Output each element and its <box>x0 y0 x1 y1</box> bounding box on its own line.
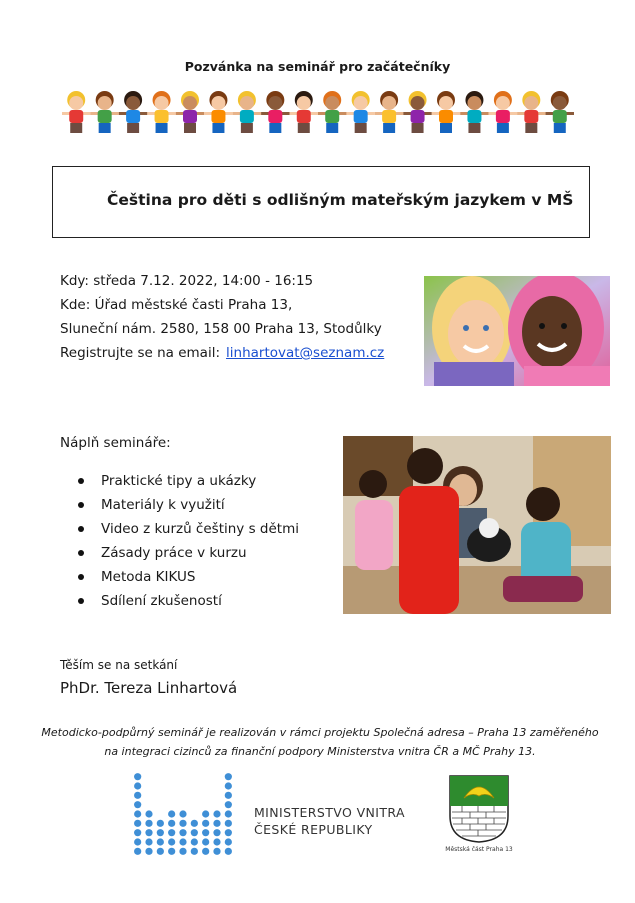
list-item: Metoda KIKUS <box>78 565 299 589</box>
logo-dot <box>145 848 152 855</box>
logo-dot <box>213 838 220 845</box>
greeting: Těším se na setkání <box>60 658 178 672</box>
logo-dot <box>225 810 232 817</box>
logo-dot <box>168 810 175 817</box>
logo-dot <box>225 801 232 808</box>
bullet-icon <box>78 478 84 484</box>
child-figure-icon <box>147 91 175 133</box>
logo-dot <box>145 829 152 836</box>
child-figure-icon <box>432 91 460 133</box>
logo-dot <box>179 838 186 845</box>
logo-dot <box>191 838 198 845</box>
logo-dot <box>145 810 152 817</box>
ministry-line-2: ČESKÉ REPUBLIKY <box>254 822 373 837</box>
child-figure-icon <box>346 91 374 133</box>
list-item: Sdílení zkušeností <box>78 589 299 613</box>
logo-dot <box>202 838 209 845</box>
register-label: Registrujte se na email: <box>60 345 221 361</box>
child-figure-icon <box>204 91 232 133</box>
child-figure-icon <box>176 91 204 133</box>
seminar-title: Čeština pro děti s odlišným mateřským jazykem v MŠ <box>107 191 574 209</box>
logo-dot <box>225 838 232 845</box>
logo-dot <box>191 829 198 836</box>
ministry-logo-icon <box>132 772 234 856</box>
child-figure-icon <box>375 91 403 133</box>
classroom-photo <box>343 436 611 614</box>
register-line <box>60 341 384 365</box>
logo-dot <box>157 820 164 827</box>
crest-caption: Městská část Praha 13 <box>445 846 513 853</box>
list-item: Praktické tipy a ukázky <box>78 469 299 493</box>
logo-dot <box>145 820 152 827</box>
child-figure-icon <box>318 91 346 133</box>
logo-dot <box>134 829 141 836</box>
logo-dot <box>134 848 141 855</box>
logo-dot <box>179 848 186 855</box>
logo-dot <box>157 829 164 836</box>
logo-dot <box>213 848 220 855</box>
logo-dot <box>191 820 198 827</box>
bullet-icon <box>78 550 84 556</box>
list-item: Materiály k využití <box>78 493 299 517</box>
invite-heading: Pozvánka na seminář pro začátečníky <box>184 59 451 74</box>
logo-dot <box>213 820 220 827</box>
logo-dot <box>134 782 141 789</box>
logo-dot <box>225 829 232 836</box>
list-item: Zásady práce v kurzu <box>78 541 299 565</box>
logo-dot <box>168 820 175 827</box>
logo-dot <box>168 838 175 845</box>
address-line: Sluneční nám. 2580, 158 00 Praha 13, Stodůlky <box>60 321 382 337</box>
title-box <box>52 166 590 238</box>
logo-dot <box>134 820 141 827</box>
logo-dot <box>179 820 186 827</box>
bullet-icon <box>78 598 84 604</box>
logo-dot <box>213 810 220 817</box>
child-figure-icon <box>460 91 488 133</box>
logo-dot <box>202 848 209 855</box>
child-figure-icon <box>403 91 431 133</box>
ministry-logo-text <box>254 804 405 838</box>
logo-dot <box>134 801 141 808</box>
logo-dot <box>225 848 232 855</box>
child-figure-icon <box>489 91 517 133</box>
child-figure-icon <box>90 91 118 133</box>
child-figure-icon <box>517 91 545 133</box>
logo-dot <box>225 773 232 780</box>
child-figure-icon <box>546 91 574 133</box>
praha13-crest-icon <box>448 774 510 844</box>
where-line: Kde: Úřad městské časti Praha 13, <box>60 297 293 313</box>
logo-dot <box>168 829 175 836</box>
child-figure-icon <box>233 91 261 133</box>
children-photo <box>424 276 610 386</box>
footnote-line-1: Metodicko-podpůrný seminář je realizován v rámci projektu Společná adresa – Praha 13 zaměřeného <box>41 726 599 739</box>
signature: PhDr. Tereza Linhartová <box>60 679 238 697</box>
logo-dot <box>202 820 209 827</box>
footnote <box>40 723 600 761</box>
logo-dot <box>145 838 152 845</box>
logo-dot <box>134 810 141 817</box>
logo-dot <box>225 792 232 799</box>
logo-dot <box>225 782 232 789</box>
logo-dot <box>134 838 141 845</box>
children-row-illustration <box>62 90 574 134</box>
child-figure-icon <box>119 91 147 133</box>
logo-dot <box>134 773 141 780</box>
email-link[interactable]: linhartovat@seznam.cz <box>226 345 385 361</box>
bullet-icon <box>78 526 84 532</box>
logo-dot <box>202 810 209 817</box>
bullet-icon <box>78 574 84 580</box>
logo-dot <box>191 848 198 855</box>
child-figure-icon <box>62 91 90 133</box>
child-figure-icon <box>290 91 318 133</box>
list-item: Video z kurzů češtiny s dětmi <box>78 517 299 541</box>
footnote-line-2: na integraci cizinců za finanční podpory Ministerstva vnitra ČR a MČ Prahy 13. <box>104 745 536 758</box>
ministry-line-1: MINISTERSTVO VNITRA <box>254 805 405 820</box>
logo-dot <box>225 820 232 827</box>
when-line: Kdy: středa 7.12. 2022, 14:00 - 16:15 <box>60 273 314 289</box>
bullet-icon <box>78 502 84 508</box>
logo-dot <box>168 848 175 855</box>
logo-dot <box>157 848 164 855</box>
content-heading: Náplň semináře: <box>60 435 171 451</box>
content-list <box>78 469 299 613</box>
logo-dot <box>202 829 209 836</box>
logo-dot <box>157 838 164 845</box>
child-figure-icon <box>261 91 289 133</box>
logo-dot <box>179 810 186 817</box>
logo-dot <box>134 792 141 799</box>
logo-dot <box>213 829 220 836</box>
logo-dot <box>179 829 186 836</box>
